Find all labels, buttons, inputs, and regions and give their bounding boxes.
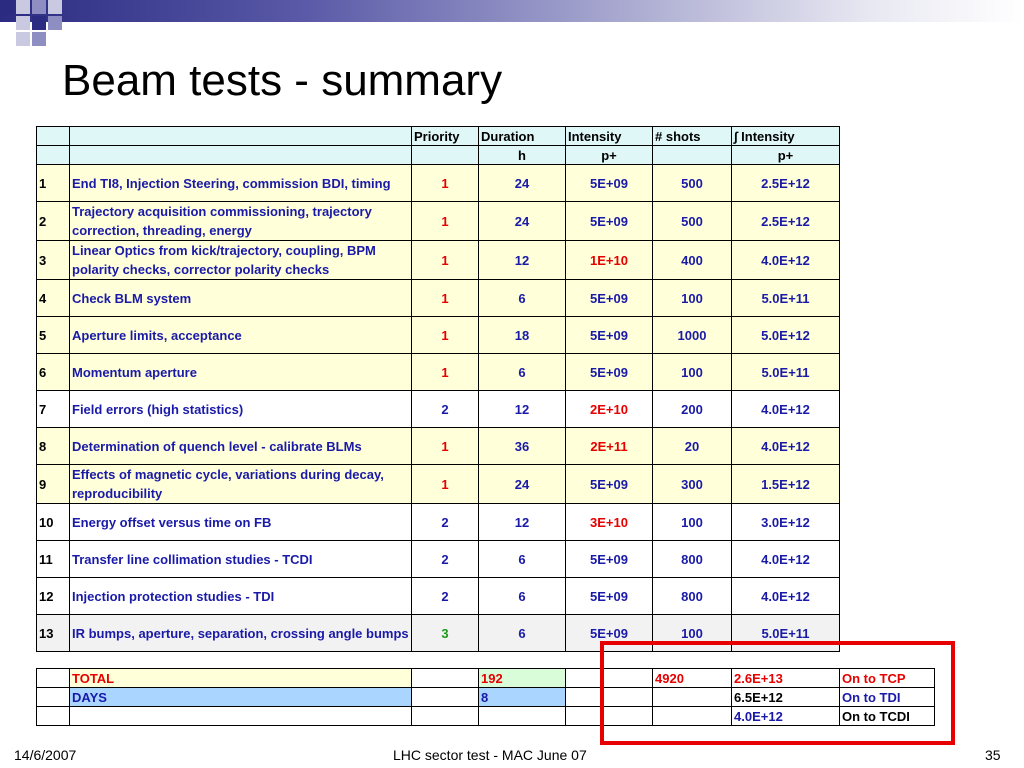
row-duration: 24 [479, 465, 566, 504]
header-cell: Duration [479, 127, 566, 146]
days-label: DAYS [70, 688, 412, 707]
row-integrated-intensity: 1.5E+12 [732, 465, 840, 504]
footer-date: 14/6/2007 [14, 747, 77, 763]
header-cell: Intensity [566, 127, 653, 146]
total-label: TOTAL [70, 669, 412, 688]
logo-square [16, 32, 30, 46]
unit-cell [653, 146, 732, 165]
row-integrated-intensity: 3.0E+12 [732, 504, 840, 541]
row-intensity: 5E+09 [566, 615, 653, 652]
table-row [37, 541, 840, 578]
row-duration: 36 [479, 428, 566, 465]
unit-cell [37, 146, 70, 165]
row-intensity: 5E+09 [566, 317, 653, 354]
days-intensity: 6.5E+12 [732, 688, 840, 707]
row-number: 2 [37, 202, 70, 241]
row-description: Linear Optics from kick/trajectory, coupling, BPM polarity checks, corrector polarity checks [70, 241, 412, 280]
summary-cell [37, 688, 70, 707]
row-number: 8 [37, 428, 70, 465]
logo-square [32, 0, 46, 14]
table-row [37, 202, 840, 241]
table-row [37, 280, 840, 317]
row-description: Aperture limits, acceptance [70, 317, 412, 354]
row-shots: 1000 [653, 317, 732, 354]
row-priority: 1 [412, 241, 479, 280]
row-priority: 2 [412, 504, 479, 541]
total-intensity: 2.6E+13 [732, 669, 840, 688]
table-header-row [37, 127, 840, 146]
row-shots: 100 [653, 504, 732, 541]
logo-square [48, 0, 62, 14]
row-duration: 6 [479, 541, 566, 578]
table-row [37, 165, 840, 202]
table-row [37, 354, 840, 391]
row-priority: 1 [412, 280, 479, 317]
row-intensity: 2E+11 [566, 428, 653, 465]
table-row [37, 317, 840, 354]
row-shots: 200 [653, 391, 732, 428]
row-description: Trajectory acquisition commissioning, trajectory correction, threading, energy [70, 202, 412, 241]
unit-cell: p+ [732, 146, 840, 165]
row-integrated-intensity: 2.5E+12 [732, 165, 840, 202]
summary-cell [412, 669, 479, 688]
row-integrated-intensity: 5.0E+12 [732, 317, 840, 354]
row-number: 7 [37, 391, 70, 428]
logo-square [32, 16, 46, 30]
row-shots: 500 [653, 202, 732, 241]
row-integrated-intensity: 5.0E+11 [732, 615, 840, 652]
highlight-box [600, 641, 955, 745]
row-shots: 400 [653, 241, 732, 280]
summary-cell [37, 707, 70, 726]
row-priority: 1 [412, 428, 479, 465]
row-description: IR bumps, aperture, separation, crossing angle bumps [70, 615, 412, 652]
row-duration: 18 [479, 317, 566, 354]
row-number: 6 [37, 354, 70, 391]
header-cell: ∫ Intensity [732, 127, 840, 146]
table-row [37, 504, 840, 541]
row-description: Energy offset versus time on FB [70, 504, 412, 541]
logo-square [16, 0, 30, 14]
row-integrated-intensity: 4.0E+12 [732, 541, 840, 578]
footer-title: LHC sector test - MAC June 07 [393, 747, 587, 763]
row-shots: 500 [653, 165, 732, 202]
row-number: 5 [37, 317, 70, 354]
row-priority: 1 [412, 317, 479, 354]
row-priority: 2 [412, 391, 479, 428]
row-duration: 12 [479, 391, 566, 428]
row-integrated-intensity: 4.0E+12 [732, 428, 840, 465]
row-priority: 2 [412, 578, 479, 615]
row-description: Field errors (high statistics) [70, 391, 412, 428]
header-cell: Priority [412, 127, 479, 146]
row-integrated-intensity: 2.5E+12 [732, 202, 840, 241]
row-intensity: 1E+10 [566, 241, 653, 280]
total-shots: 4920 [653, 669, 732, 688]
days-note: On to TDI [840, 688, 935, 707]
row-priority: 3 [412, 615, 479, 652]
row-duration: 6 [479, 280, 566, 317]
tcdi-note: On to TCDI [840, 707, 935, 726]
row-priority: 1 [412, 202, 479, 241]
row-priority: 1 [412, 465, 479, 504]
row-number: 3 [37, 241, 70, 280]
summary-cell [412, 688, 479, 707]
logo-square [48, 16, 62, 30]
row-description: Transfer line collimation studies - TCDI [70, 541, 412, 578]
row-number: 9 [37, 465, 70, 504]
row-shots: 100 [653, 354, 732, 391]
row-duration: 6 [479, 615, 566, 652]
row-shots: 300 [653, 465, 732, 504]
row-intensity: 5E+09 [566, 165, 653, 202]
row-intensity: 3E+10 [566, 504, 653, 541]
row-priority: 1 [412, 165, 479, 202]
table-row [37, 578, 840, 615]
row-duration: 24 [479, 202, 566, 241]
logo-square [16, 16, 30, 30]
row-integrated-intensity: 5.0E+11 [732, 354, 840, 391]
row-intensity: 2E+10 [566, 391, 653, 428]
slide-title: Beam tests - summary [62, 56, 503, 105]
row-intensity: 5E+09 [566, 541, 653, 578]
tcdi-intensity: 4.0E+12 [732, 707, 840, 726]
table-row [37, 428, 840, 465]
unit-cell [412, 146, 479, 165]
row-description: Determination of quench level - calibrate BLMs [70, 428, 412, 465]
header-cell: # shots [653, 127, 732, 146]
header-bar [0, 0, 1024, 22]
row-shots: 20 [653, 428, 732, 465]
row-duration: 12 [479, 241, 566, 280]
row-description: Injection protection studies - TDI [70, 578, 412, 615]
row-intensity: 5E+09 [566, 202, 653, 241]
unit-cell [70, 146, 412, 165]
row-number: 1 [37, 165, 70, 202]
total-duration: 192 [479, 669, 566, 688]
logo-square [0, 0, 14, 14]
row-description: Effects of magnetic cycle, variations during decay, reproducibility [70, 465, 412, 504]
row-intensity: 5E+09 [566, 354, 653, 391]
table-row [37, 465, 840, 504]
summary-cell [479, 707, 566, 726]
row-integrated-intensity: 4.0E+12 [732, 578, 840, 615]
beam-tests-table [36, 126, 840, 652]
row-shots: 800 [653, 578, 732, 615]
row-number: 13 [37, 615, 70, 652]
row-integrated-intensity: 4.0E+12 [732, 391, 840, 428]
row-priority: 1 [412, 354, 479, 391]
days-value: 8 [479, 688, 566, 707]
header-cell [70, 127, 412, 146]
table-row [37, 241, 840, 280]
row-description: End TI8, Injection Steering, commission BDI, timing [70, 165, 412, 202]
summary-cell [70, 707, 412, 726]
row-number: 11 [37, 541, 70, 578]
row-integrated-intensity: 5.0E+11 [732, 280, 840, 317]
row-duration: 12 [479, 504, 566, 541]
logo-square [32, 32, 46, 46]
unit-cell: h [479, 146, 566, 165]
row-shots: 100 [653, 280, 732, 317]
row-intensity: 5E+09 [566, 280, 653, 317]
row-shots: 800 [653, 541, 732, 578]
summary-cell [412, 707, 479, 726]
total-note: On to TCP [840, 669, 935, 688]
row-duration: 6 [479, 354, 566, 391]
row-duration: 6 [479, 578, 566, 615]
row-number: 4 [37, 280, 70, 317]
row-integrated-intensity: 4.0E+12 [732, 241, 840, 280]
row-number: 12 [37, 578, 70, 615]
page-number: 35 [985, 747, 1001, 763]
row-duration: 24 [479, 165, 566, 202]
summary-cell [37, 669, 70, 688]
table-units-row [37, 146, 840, 165]
unit-cell: p+ [566, 146, 653, 165]
row-intensity: 5E+09 [566, 465, 653, 504]
row-description: Check BLM system [70, 280, 412, 317]
row-priority: 2 [412, 541, 479, 578]
row-number: 10 [37, 504, 70, 541]
header-cell [37, 127, 70, 146]
table-row [37, 391, 840, 428]
row-shots: 100 [653, 615, 732, 652]
row-intensity: 5E+09 [566, 578, 653, 615]
row-description: Momentum aperture [70, 354, 412, 391]
